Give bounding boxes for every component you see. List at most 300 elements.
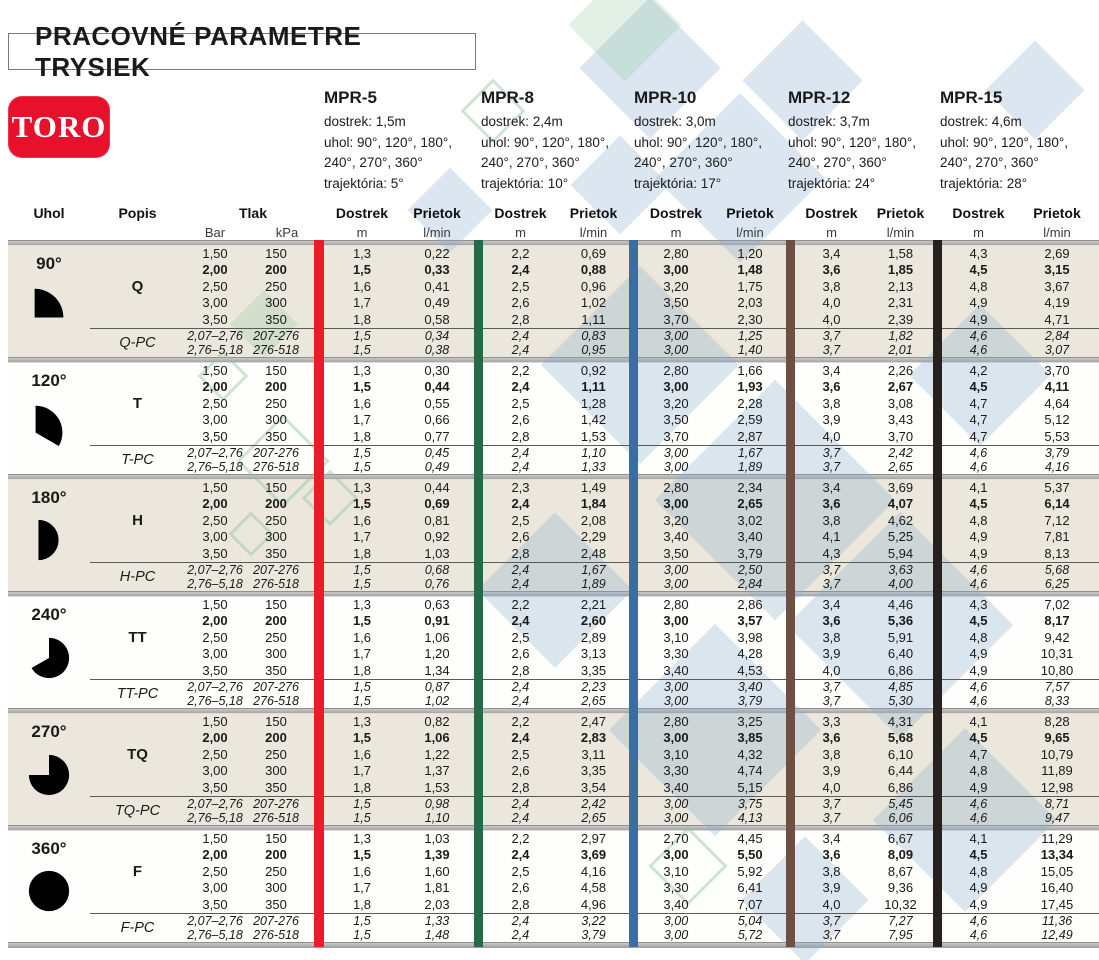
dostrek-value: 4,3: [822, 545, 841, 561]
dostrek-value: 2,80: [663, 713, 689, 729]
prietok-value: 0,92: [580, 362, 607, 378]
pc-pressure-kpa-range: 207-276: [253, 563, 299, 578]
prietok-value: 0,44: [424, 379, 450, 395]
dostrek-value: 4,1: [969, 713, 988, 729]
prietok-header: Prietok: [876, 204, 925, 221]
prietok-value: 0,69: [580, 245, 607, 261]
pc-dostrek-value: 4,6: [969, 928, 988, 943]
pc-dostrek-value: 3,00: [663, 811, 689, 826]
dostrek-value: 1,7: [352, 646, 372, 662]
pc-dostrek-value: 1,5: [353, 577, 371, 592]
bar-unit-header: Bar: [204, 225, 226, 240]
pc-prietok-value: 4,00: [888, 577, 913, 592]
model-spec-line: uhol: 90°, 120°, 180°,: [634, 134, 763, 150]
dostrek-value: 2,80: [663, 596, 689, 612]
prietok-value: 2,60: [580, 613, 607, 629]
nozzle-code: Q: [131, 277, 144, 295]
pressure-kpa-value: 250: [265, 278, 287, 294]
pc-prietok-value: 0,98: [424, 797, 450, 812]
pc-prietok-value: 1,40: [737, 343, 763, 358]
model-header: [940, 88, 1095, 194]
pc-pressure-bar-range: 2,07–2,76: [187, 446, 243, 461]
dostrek-value: 2,6: [511, 412, 530, 428]
pc-dostrek-value: 3,00: [663, 680, 689, 695]
pressure-kpa-value: 250: [265, 863, 287, 879]
prietok-value: 1,58: [887, 245, 914, 261]
model-spec-line: uhol: 90°, 120°, 180°,: [788, 134, 917, 150]
model-color-bar: [314, 240, 324, 947]
pc-separator-line: [90, 796, 1099, 797]
nozzle-pc-code: TQ-PC: [114, 803, 161, 820]
pc-dostrek-value: 1,5: [353, 460, 371, 475]
dostrek-value: 3,8: [822, 629, 841, 645]
dostrek-value: 1,7: [352, 880, 372, 896]
pc-prietok-value: 2,42: [888, 446, 913, 461]
dostrek-value: 1,6: [352, 746, 372, 762]
prietok-value: 7,12: [1044, 512, 1070, 528]
prietok-value: 0,91: [424, 613, 450, 629]
dostrek-value: 1,5: [352, 847, 372, 863]
dostrek-value: 2,5: [511, 278, 530, 294]
prietok-value: 11,29: [1041, 830, 1073, 846]
model-spec-line: dostrek: 1,5m: [324, 114, 406, 129]
m-unit-header: m: [973, 225, 984, 240]
model-spec-line: 240°, 270°, 360°: [481, 155, 580, 170]
nozzle-pc-code: Q-PC: [119, 335, 156, 352]
pc-dostrek-value: 3,00: [663, 343, 689, 358]
prietok-value: 0,63: [424, 596, 450, 612]
prietok-value: 2,28: [737, 395, 763, 411]
dostrek-value: 3,8: [822, 863, 841, 879]
pc-pressure-bar-range: 2,76–5,18: [187, 811, 243, 826]
pressure-bar-value: 2,00: [202, 379, 228, 395]
pc-dostrek-value: 3,00: [663, 914, 689, 929]
dostrek-value: 3,4: [822, 245, 841, 261]
dostrek-value: 1,3: [352, 596, 372, 612]
pc-prietok-value: 0,38: [424, 343, 450, 358]
pressure-kpa-value: 200: [265, 847, 287, 863]
prietok-value: 1,60: [424, 863, 450, 879]
pressure-bar-value: 1,50: [202, 830, 228, 846]
prietok-value: 3,43: [887, 412, 914, 428]
sector-270-icon: [26, 751, 72, 797]
dostrek-value: 3,8: [822, 746, 841, 762]
dostrek-value: 4,0: [822, 428, 841, 444]
prietok-value: 5,94: [887, 545, 914, 561]
pressure-bar-value: 2,50: [202, 629, 228, 645]
prietok-value: 2,83: [580, 730, 607, 746]
angle-label: 180°: [31, 488, 67, 507]
model-name: MPR-10: [634, 88, 697, 107]
dostrek-value: 3,50: [663, 412, 689, 428]
prietok-value: 12,98: [1040, 779, 1074, 795]
angle-cell: [8, 362, 90, 474]
model-spec-line: dostrek: 3,0m: [634, 114, 716, 129]
dostrek-value: 3,00: [663, 262, 689, 278]
pc-prietok-value: 0,49: [424, 460, 450, 475]
pc-pressure-kpa-range: 207-276: [253, 446, 299, 461]
prietok-value: 2,89: [580, 629, 607, 645]
prietok-value: 6,41: [737, 880, 763, 896]
dostrek-value: 1,5: [352, 262, 372, 278]
prietok-value: 1,03: [424, 830, 450, 846]
prietok-value: 1,85: [887, 262, 914, 278]
pressure-bar-value: 2,00: [202, 613, 228, 629]
pc-dostrek-value: 3,7: [822, 577, 841, 592]
pc-prietok-value: 6,25: [1044, 577, 1070, 592]
pc-dostrek-value: 4,6: [969, 577, 988, 592]
pc-pressure-kpa-range: 276-518: [253, 811, 299, 826]
prietok-value: 1,53: [580, 428, 607, 444]
pc-dostrek-value: 3,00: [663, 797, 689, 812]
dostrek-value: 3,6: [822, 613, 841, 629]
pc-prietok-value: 4,85: [888, 680, 913, 695]
pressure-kpa-value: 300: [265, 646, 287, 662]
pressure-bar-value: 3,00: [202, 412, 228, 428]
prietok-value: 1,28: [580, 395, 607, 411]
dostrek-value: 1,5: [352, 496, 372, 512]
pc-prietok-value: 1,89: [737, 460, 763, 475]
pc-prietok-value: 9,47: [1044, 811, 1070, 826]
nozzle-pc-code: H-PC: [119, 569, 156, 586]
dostrek-value: 1,8: [352, 662, 372, 678]
dostrek-value: 1,7: [352, 412, 372, 428]
pc-dostrek-value: 1,5: [353, 680, 371, 695]
prietok-value: 3,11: [581, 746, 606, 762]
prietok-value: 1,03: [424, 545, 450, 561]
dostrek-value: 3,00: [663, 379, 689, 395]
dostrek-value: 2,4: [511, 496, 530, 512]
pressure-bar-value: 2,00: [202, 847, 228, 863]
dostrek-value: 4,8: [969, 512, 988, 528]
prietok-value: 3,08: [887, 395, 914, 411]
prietok-value: 1,81: [424, 880, 450, 896]
pc-prietok-value: 1,67: [737, 446, 763, 461]
prietok-value: 10,80: [1040, 662, 1074, 678]
pc-prietok-value: 1,89: [581, 577, 606, 592]
pressure-bar-value: 3,50: [202, 779, 228, 795]
dostrek-value: 4,8: [969, 863, 988, 879]
dostrek-value: 4,0: [822, 896, 841, 912]
dostrek-header: Dostrek: [952, 204, 1005, 221]
dostrek-value: 2,4: [511, 847, 530, 863]
dostrek-value: 3,4: [822, 479, 841, 495]
prietok-value: 0,22: [424, 245, 450, 261]
dostrek-value: 4,5: [969, 613, 988, 629]
pc-prietok-value: 5,72: [737, 928, 763, 943]
model-spec-line: trajektória: 10°: [481, 175, 569, 191]
prietok-value: 5,53: [1044, 428, 1070, 444]
model-spec-line: 240°, 270°, 360°: [788, 155, 887, 170]
pc-dostrek-value: 2,4: [511, 577, 530, 592]
prietok-value: 1,20: [737, 245, 763, 261]
dostrek-value: 2,5: [511, 395, 530, 411]
dostrek-value: 2,80: [663, 479, 689, 495]
pc-dostrek-value: 3,7: [822, 329, 841, 344]
prietok-value: 3,85: [737, 730, 763, 746]
prietok-value: 5,68: [887, 730, 914, 746]
pc-dostrek-value: 2,4: [511, 811, 530, 826]
prietok-value: 6,14: [1044, 496, 1070, 512]
dostrek-value: 3,10: [663, 746, 689, 762]
dostrek-value: 3,50: [663, 295, 689, 311]
pc-prietok-value: 3,79: [737, 694, 763, 709]
dostrek-value: 4,3: [969, 596, 988, 612]
pc-dostrek-value: 4,6: [969, 460, 988, 475]
dostrek-value: 3,70: [663, 428, 689, 444]
prietok-value: 10,31: [1040, 646, 1074, 662]
pc-prietok-value: 1,48: [424, 928, 450, 943]
prietok-value: 2,31: [887, 295, 914, 311]
pc-dostrek-value: 3,7: [822, 928, 841, 943]
dostrek-value: 2,8: [511, 428, 530, 444]
dostrek-value: 1,8: [352, 545, 372, 561]
dostrek-value: 2,5: [511, 512, 530, 528]
model-spec-line: 240°, 270°, 360°: [324, 155, 423, 170]
lmin-unit-header: l/min: [886, 225, 915, 240]
pc-dostrek-value: 1,5: [353, 694, 371, 709]
sector-360-icon: [26, 868, 72, 914]
angle-label: 120°: [31, 371, 67, 390]
table-column-header: [8, 201, 1099, 241]
dostrek-value: 2,4: [511, 262, 530, 278]
prietok-value: 1,66: [737, 362, 763, 378]
popis-header: Popis: [118, 204, 157, 221]
nozzle-pc-code: F-PC: [120, 920, 155, 937]
pressure-kpa-value: 250: [265, 395, 287, 411]
dostrek-value: 4,3: [969, 245, 988, 261]
m-unit-header: m: [515, 225, 526, 240]
nozzle-code: TQ: [127, 745, 148, 763]
pc-prietok-value: 3,40: [737, 680, 763, 695]
prietok-header: Prietok: [1033, 204, 1081, 221]
model-spec-line: trajektória: 24°: [788, 175, 876, 191]
pc-prietok-value: 0,45: [424, 446, 450, 461]
pc-dostrek-value: 3,00: [663, 577, 689, 592]
lmin-unit-header: l/min: [1043, 225, 1071, 240]
prietok-value: 6,67: [887, 830, 914, 846]
pc-prietok-value: 0,68: [424, 563, 450, 578]
pc-prietok-value: 3,63: [888, 563, 913, 578]
prietok-value: 0,58: [424, 311, 450, 327]
pc-dostrek-value: 3,7: [822, 914, 841, 929]
pc-dostrek-value: 3,7: [822, 343, 841, 358]
pc-separator-line: [90, 679, 1099, 680]
dostrek-value: 3,40: [663, 896, 689, 912]
prietok-value: 3,69: [580, 847, 607, 863]
pressure-kpa-value: 250: [265, 629, 287, 645]
pressure-bar-value: 2,00: [202, 262, 228, 278]
pressure-bar-value: 2,00: [202, 730, 228, 746]
pc-pressure-kpa-range: 207-276: [253, 680, 299, 695]
pc-prietok-value: 2,01: [888, 343, 913, 358]
prietok-header: Prietok: [726, 204, 774, 221]
pc-prietok-value: 8,33: [1044, 694, 1070, 709]
dostrek-value: 4,7: [969, 395, 988, 411]
dostrek-value: 1,3: [352, 830, 372, 846]
prietok-value: 3,70: [887, 428, 914, 444]
pc-dostrek-value: 2,4: [511, 446, 530, 461]
dostrek-value: 3,10: [663, 863, 689, 879]
dostrek-value: 3,00: [663, 847, 689, 863]
pc-prietok-value: 1,67: [581, 563, 606, 578]
pc-pressure-kpa-range: 276-518: [253, 694, 299, 709]
pc-prietok-value: 1,33: [424, 914, 450, 929]
prietok-value: 1,37: [424, 763, 450, 779]
model-spec-line: 240°, 270°, 360°: [634, 155, 733, 170]
pc-prietok-value: 4,16: [1044, 460, 1070, 475]
dostrek-value: 1,5: [352, 379, 372, 395]
dostrek-header: Dostrek: [805, 204, 858, 221]
prietok-value: 3,57: [737, 613, 763, 629]
prietok-value: 3,35: [580, 662, 607, 678]
dostrek-value: 3,6: [822, 847, 841, 863]
prietok-value: 10,32: [884, 896, 917, 912]
prietok-value: 2,87: [737, 428, 763, 444]
dostrek-value: 3,6: [822, 262, 841, 278]
pc-pressure-kpa-range: 207-276: [253, 329, 299, 344]
prietok-value: 1,06: [424, 730, 450, 746]
pc-pressure-bar-range: 2,76–5,18: [187, 694, 243, 709]
prietok-value: 4,71: [1044, 311, 1070, 327]
dostrek-value: 4,9: [969, 646, 988, 662]
prietok-value: 2,67: [887, 379, 914, 395]
prietok-value: 0,33: [424, 262, 450, 278]
pressure-kpa-value: 350: [265, 896, 287, 912]
pc-dostrek-value: 3,00: [663, 329, 689, 344]
dostrek-value: 1,6: [352, 512, 372, 528]
pc-dostrek-value: 3,7: [822, 694, 841, 709]
nozzle-code: H: [132, 511, 143, 529]
pc-prietok-value: 2,84: [1044, 329, 1070, 344]
lmin-unit-header: l/min: [423, 225, 451, 240]
pressure-bar-value: 1,50: [202, 479, 228, 495]
prietok-value: 13,34: [1040, 847, 1074, 863]
dostrek-value: 2,8: [511, 662, 530, 678]
prietok-value: 6,86: [887, 662, 914, 678]
pressure-kpa-value: 150: [265, 713, 287, 729]
pc-prietok-value: 3,75: [737, 797, 763, 812]
prietok-value: 4,46: [887, 596, 914, 612]
pressure-bar-value: 2,00: [202, 496, 228, 512]
prietok-value: 3,35: [580, 763, 607, 779]
dostrek-value: 1,3: [352, 245, 372, 261]
nozzle-code: T: [132, 394, 143, 412]
pc-separator-line: [90, 913, 1099, 914]
model-name: MPR-5: [324, 88, 377, 107]
prietok-value: 4,45: [737, 830, 763, 846]
prietok-value: 2,03: [424, 896, 450, 912]
model-header: [324, 88, 479, 194]
dostrek-value: 1,5: [352, 730, 372, 746]
prietok-header: Prietok: [413, 204, 461, 221]
pc-prietok-value: 1,10: [581, 446, 606, 461]
pc-prietok-value: 3,79: [1044, 446, 1070, 461]
model-color-bar: [786, 240, 795, 947]
dostrek-value: 3,50: [663, 545, 689, 561]
pc-prietok-value: 0,76: [424, 577, 450, 592]
model-color-bar: [933, 240, 942, 947]
pc-dostrek-value: 4,6: [969, 811, 988, 826]
dostrek-value: 3,70: [663, 311, 689, 327]
pressure-bar-value: 3,50: [202, 662, 228, 678]
pc-prietok-value: 5,04: [737, 914, 763, 929]
pc-prietok-value: 6,06: [888, 811, 913, 826]
pc-separator-line: [90, 328, 1099, 329]
nozzle-pc-code: T-PC: [121, 452, 154, 469]
pc-prietok-value: 7,27: [888, 914, 913, 929]
model-name: MPR-8: [481, 88, 534, 107]
dostrek-value: 4,9: [969, 880, 988, 896]
prietok-value: 9,65: [1044, 730, 1070, 746]
dostrek-value: 3,4: [822, 596, 841, 612]
prietok-value: 1,49: [580, 479, 607, 495]
dostrek-value: 1,6: [352, 278, 372, 294]
dostrek-value: 3,8: [822, 278, 841, 294]
dostrek-value: 1,8: [352, 896, 372, 912]
pc-dostrek-value: 2,4: [511, 694, 530, 709]
m-unit-header: m: [826, 225, 837, 240]
sector-240-icon: [26, 634, 72, 680]
lmin-unit-header: l/min: [579, 225, 608, 240]
pc-dostrek-value: 3,00: [663, 928, 689, 943]
m-unit-header: m: [356, 225, 368, 240]
pc-prietok-value: 12,49: [1041, 928, 1073, 943]
prietok-value: 3,70: [1044, 362, 1070, 378]
pc-dostrek-value: 1,5: [353, 797, 371, 812]
prietok-value: 7,81: [1044, 529, 1070, 545]
pressure-bar-value: 3,00: [202, 646, 228, 662]
pc-dostrek-value: 2,4: [511, 914, 530, 929]
pc-prietok-value: 1,10: [424, 811, 450, 826]
pc-dostrek-value: 1,5: [353, 343, 371, 358]
pc-prietok-value: 3,07: [1044, 343, 1070, 358]
dostrek-value: 4,8: [969, 763, 988, 779]
pc-prietok-value: 1,82: [888, 329, 913, 344]
angle-label: 270°: [31, 722, 67, 741]
prietok-value: 0,30: [424, 362, 450, 378]
prietok-value: 4,96: [580, 896, 607, 912]
pressure-kpa-value: 150: [265, 479, 287, 495]
prietok-value: 2,39: [887, 311, 914, 327]
dostrek-value: 3,3: [822, 713, 841, 729]
dostrek-value: 2,6: [511, 295, 530, 311]
sector-120-icon: [26, 400, 72, 446]
model-header: [481, 88, 636, 194]
dostrek-value: 1,6: [352, 863, 372, 879]
prietok-value: 0,82: [424, 713, 450, 729]
model-spec-line: trajektória: 28°: [940, 175, 1028, 191]
prietok-value: 1,02: [580, 295, 607, 311]
dostrek-value: 2,2: [511, 362, 530, 378]
pressure-kpa-value: 200: [265, 379, 287, 395]
dostrek-value: 4,9: [969, 529, 988, 545]
model-color-bar: [474, 240, 483, 947]
dostrek-value: 4,8: [969, 278, 988, 294]
prietok-header: Prietok: [569, 204, 618, 221]
prietok-value: 2,34: [737, 479, 763, 495]
prietok-value: 8,28: [1044, 713, 1070, 729]
model-spec-line: uhol: 90°, 120°, 180°,: [324, 134, 453, 150]
dostrek-value: 4,9: [969, 311, 988, 327]
pc-pressure-kpa-range: 207-276: [253, 914, 299, 929]
dostrek-value: 2,5: [511, 629, 530, 645]
prietok-value: 0,49: [424, 295, 450, 311]
dostrek-value: 1,8: [352, 428, 372, 444]
pc-prietok-value: 2,65: [581, 694, 606, 709]
pressure-bar-value: 3,00: [202, 529, 228, 545]
prietok-value: 0,69: [424, 496, 450, 512]
